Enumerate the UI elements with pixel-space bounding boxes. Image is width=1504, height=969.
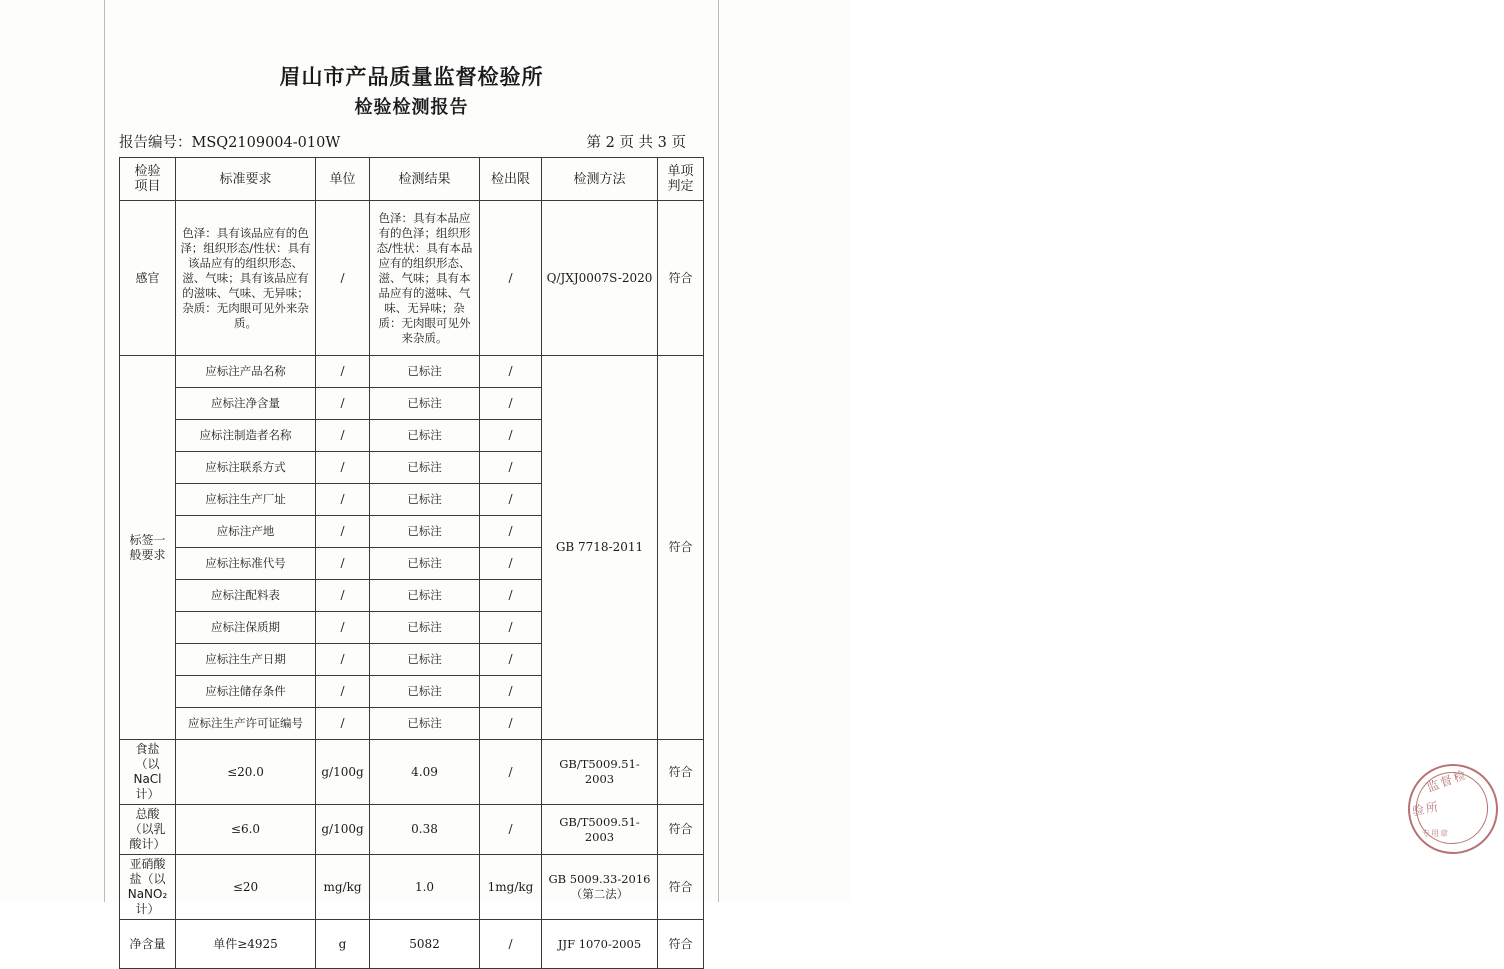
row-limit: / [480, 356, 542, 388]
row-limit: / [480, 516, 542, 548]
row-result: 已标注 [370, 708, 480, 740]
row-result: 已标注 [370, 676, 480, 708]
row-result: 已标注 [370, 580, 480, 612]
row-result: 已标注 [370, 388, 480, 420]
row-method: GB/T5009.51-2003 [542, 740, 658, 805]
institute-title: 眉山市产品质量监督检验所 [279, 64, 544, 89]
row-limit: 1mg/kg [480, 855, 542, 920]
seal-line-3: 专用章 [1422, 829, 1449, 838]
row-requirement: 应标注标准代号 [176, 548, 316, 580]
row-limit: / [480, 420, 542, 452]
row-requirement: 色泽：具有该品应有的色泽；组织形态/性状：具有该品应有的组织形态、滋、气味；具有该品应有的滋味、气味、无异味；杂质：无肉眼可见外来杂质。 [176, 201, 316, 356]
row-verdict: 符合 [658, 201, 704, 356]
row-requirement: ≤6.0 [176, 805, 316, 855]
row-requirement: 应标注生产许可证编号 [176, 708, 316, 740]
row-result: 已标注 [370, 420, 480, 452]
col-result: 检测结果 [370, 158, 480, 201]
table-row [120, 201, 704, 356]
page-number: 第 2 页 共 3 页 [586, 135, 686, 151]
row-result: 5082 [370, 920, 480, 969]
report-title: 检验检测报告 [354, 97, 469, 118]
row-verdict: 符合 [658, 356, 704, 740]
row-item: 感官 [120, 201, 176, 356]
seal-line-2: 验所 [1411, 799, 1442, 819]
row-result: 已标注 [370, 644, 480, 676]
row-requirement: 应标注保质期 [176, 612, 316, 644]
row-result: 1.0 [370, 855, 480, 920]
official-seal [719, 370, 1470, 838]
row-requirement: 应标注生产日期 [176, 644, 316, 676]
row-method: GB 5009.33-2016 （第二法） [542, 855, 658, 920]
row-requirement: 应标注产品名称 [176, 356, 316, 388]
row-unit: mg/kg [316, 855, 370, 920]
row-requirement: 应标注配料表 [176, 580, 316, 612]
row-verdict: 符合 [658, 855, 704, 920]
row-unit: / [316, 548, 370, 580]
col-requirement: 标准要求 [176, 158, 316, 201]
row-verdict: 符合 [658, 920, 704, 969]
col-limit: 检出限 [480, 158, 542, 201]
row-item: 标签一 般要求 [120, 356, 176, 740]
report-meta [119, 131, 704, 152]
row-limit: / [480, 676, 542, 708]
row-limit: / [480, 452, 542, 484]
row-result: 0.38 [370, 805, 480, 855]
table-header-row [120, 158, 704, 201]
row-item: 食盐 （以 NaCl 计） [120, 740, 176, 805]
row-result: 已标注 [370, 452, 480, 484]
row-unit: / [316, 201, 370, 356]
row-limit: / [480, 644, 542, 676]
row-limit: / [480, 805, 542, 855]
row-limit: / [480, 920, 542, 969]
row-method: Q/JXJ0007S-2020 [542, 201, 658, 356]
row-requirement: 应标注生产厂址 [176, 484, 316, 516]
row-unit: / [316, 676, 370, 708]
table-row [120, 920, 704, 969]
row-requirement: ≤20 [176, 855, 316, 920]
document-header [105, 0, 718, 122]
row-requirement: 单件≥4925 [176, 920, 316, 969]
row-result: 色泽：具有本品应有的色泽；组织形态/性状：具有本品应有的组织形态、滋、气味；具有本品应有的滋味、气味、无异味；杂质：无肉眼可见外来杂质。 [370, 201, 480, 356]
row-verdict: 符合 [658, 740, 704, 805]
row-result: 已标注 [370, 548, 480, 580]
col-method: 检测方法 [542, 158, 658, 201]
row-item: 总酸 （以乳 酸计） [120, 805, 176, 855]
row-unit: / [316, 388, 370, 420]
row-unit: g [316, 920, 370, 969]
row-result: 已标注 [370, 484, 480, 516]
row-verdict: 符合 [658, 805, 704, 855]
col-unit: 单位 [316, 158, 370, 201]
table-row [120, 805, 704, 855]
row-limit: / [480, 388, 542, 420]
row-unit: / [316, 644, 370, 676]
row-result: 已标注 [370, 612, 480, 644]
row-limit: / [480, 201, 542, 356]
seal-line-1: 监督检 [1425, 767, 1470, 795]
row-requirement: 应标注净含量 [176, 388, 316, 420]
table-row [120, 356, 704, 388]
row-unit: / [316, 420, 370, 452]
table-row [120, 855, 704, 920]
row-limit: / [480, 612, 542, 644]
row-requirement: ≤20.0 [176, 740, 316, 805]
row-unit: / [316, 708, 370, 740]
col-item: 检验 项目 [120, 158, 176, 201]
row-requirement: 应标注联系方式 [176, 452, 316, 484]
row-unit: g/100g [316, 805, 370, 855]
row-item: 净含量 [120, 920, 176, 969]
row-requirement: 应标注储存条件 [176, 676, 316, 708]
row-result: 已标注 [370, 356, 480, 388]
row-requirement: 应标注制造者名称 [176, 420, 316, 452]
row-result: 已标注 [370, 516, 480, 548]
row-limit: / [480, 484, 542, 516]
row-item: 亚硝酸 盐（以 NaNO₂ 计） [120, 855, 176, 920]
col-verdict: 单项 判定 [658, 158, 704, 201]
row-requirement: 应标注产地 [176, 516, 316, 548]
row-result: 4.09 [370, 740, 480, 805]
report-document [105, 0, 718, 951]
results-table [119, 157, 704, 969]
row-method: GB 7718-2011 [542, 356, 658, 740]
row-unit: / [316, 580, 370, 612]
row-method: GB/T5009.51-2003 [542, 805, 658, 855]
row-unit: / [316, 356, 370, 388]
row-method: JJF 1070-2005 [542, 920, 658, 969]
row-unit: / [316, 516, 370, 548]
row-limit: / [480, 548, 542, 580]
report-number: 报告编号：MSQ2109004-010W [119, 135, 341, 151]
row-unit: / [316, 452, 370, 484]
row-limit: / [480, 708, 542, 740]
row-limit: / [480, 580, 542, 612]
row-unit: / [316, 612, 370, 644]
row-limit: / [480, 740, 542, 805]
row-unit: / [316, 484, 370, 516]
table-row [120, 740, 704, 805]
seal-text [1400, 756, 1504, 860]
row-unit: g/100g [316, 740, 370, 805]
